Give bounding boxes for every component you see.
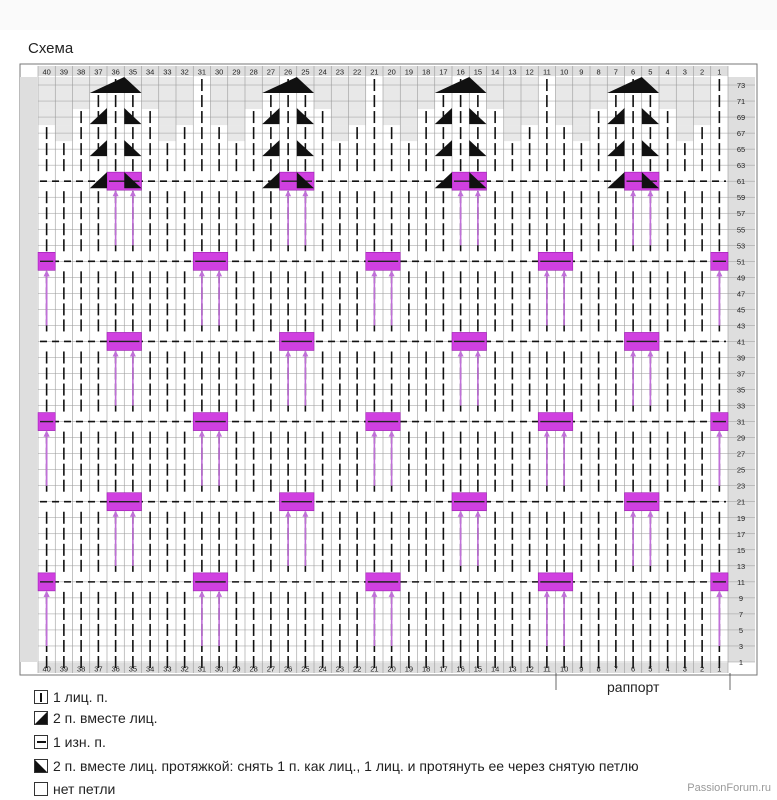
column-number-top: 30 <box>214 67 224 77</box>
row-number: 3 <box>738 641 744 651</box>
row-number: 21 <box>736 497 746 507</box>
column-number-bottom: 35 <box>128 664 138 674</box>
column-number-bottom: 8 <box>596 664 601 674</box>
column-number-bottom: 17 <box>439 664 448 674</box>
row-number: 41 <box>736 337 746 347</box>
column-number-bottom: 6 <box>631 664 636 674</box>
column-number-top: 40 <box>42 67 51 77</box>
row-number: 39 <box>736 353 746 363</box>
column-number-top: 20 <box>387 67 396 77</box>
column-number-bottom: 1 <box>717 664 722 674</box>
column-number-bottom: 26 <box>283 664 293 674</box>
column-number-bottom: 30 <box>214 664 224 674</box>
column-number-top: 25 <box>301 67 310 77</box>
column-number-top: 1 <box>717 67 722 77</box>
column-number-bottom: 31 <box>197 664 207 674</box>
column-number-top: 9 <box>579 67 584 77</box>
row-number: 55 <box>736 225 746 235</box>
column-number-top: 26 <box>283 67 293 77</box>
column-number-bottom: 2 <box>700 664 705 674</box>
row-number: 19 <box>736 513 746 523</box>
column-number-bottom: 34 <box>145 664 155 674</box>
column-number-top: 6 <box>631 67 636 77</box>
row-number: 23 <box>736 481 746 491</box>
row-number: 31 <box>736 417 746 427</box>
column-number-bottom: 9 <box>579 664 584 674</box>
ssk-icon <box>34 759 48 773</box>
column-number-bottom: 23 <box>335 664 345 674</box>
column-number-bottom: 20 <box>387 664 396 674</box>
legend-text-ssk: 2 п. вместе лиц. протяжкой: снять 1 п. как лиц., 1 лиц. и протянуть ее через снятую петлю <box>53 758 639 774</box>
column-number-top: 38 <box>76 67 86 77</box>
knit-icon <box>34 690 48 704</box>
column-number-top: 21 <box>370 67 379 77</box>
column-number-top: 4 <box>665 67 670 77</box>
column-number-top: 14 <box>490 67 500 77</box>
row-number: 27 <box>736 449 746 459</box>
column-number-bottom: 25 <box>301 664 310 674</box>
row-number: 71 <box>736 97 746 107</box>
legend-text-purl: 1 изн. п. <box>53 734 106 750</box>
row-number: 9 <box>738 593 744 603</box>
row-number: 61 <box>736 177 746 187</box>
legend-row-purl <box>34 734 106 750</box>
row-number: 37 <box>736 369 746 379</box>
column-number-top: 12 <box>525 67 534 77</box>
row-number: 67 <box>736 129 746 139</box>
row-number: 53 <box>736 241 746 251</box>
column-number-top: 24 <box>318 67 327 77</box>
column-number-bottom: 12 <box>525 664 534 674</box>
column-number-top: 10 <box>559 67 569 77</box>
column-number-top: 36 <box>111 67 120 77</box>
column-number-top: 13 <box>508 67 517 77</box>
column-number-bottom: 18 <box>421 664 431 674</box>
row-number: 63 <box>736 161 746 171</box>
rapport-label: раппорт <box>607 679 660 695</box>
column-number-top: 19 <box>404 67 414 77</box>
column-number-bottom: 22 <box>352 664 362 674</box>
watermark: PassionForum.ru <box>687 782 771 794</box>
column-number-top: 17 <box>439 67 448 77</box>
no-stitch-icon <box>34 782 48 796</box>
column-number-top: 15 <box>473 67 483 77</box>
column-number-top: 18 <box>421 67 431 77</box>
column-number-top: 23 <box>335 67 345 77</box>
column-number-bottom: 28 <box>249 664 258 674</box>
row-number: 69 <box>736 113 746 123</box>
legend-row-k2tog <box>34 710 158 726</box>
column-number-bottom: 37 <box>94 664 103 674</box>
column-number-bottom: 13 <box>508 664 517 674</box>
column-number-bottom: 14 <box>490 664 500 674</box>
column-number-top: 16 <box>456 67 465 77</box>
column-number-bottom: 33 <box>163 664 172 674</box>
row-number: 1 <box>738 658 744 667</box>
row-number: 7 <box>738 609 744 619</box>
column-number-top: 11 <box>542 67 551 77</box>
column-number-bottom: 16 <box>456 664 465 674</box>
column-number-bottom: 29 <box>232 664 241 674</box>
row-number: 5 <box>738 625 744 635</box>
row-number: 13 <box>736 561 746 571</box>
column-number-bottom: 40 <box>42 664 51 674</box>
column-number-bottom: 27 <box>266 664 276 674</box>
row-number: 29 <box>736 433 746 443</box>
column-number-bottom: 7 <box>613 664 618 674</box>
row-number: 57 <box>736 209 746 219</box>
column-number-bottom: 11 <box>542 664 551 674</box>
row-number: 49 <box>736 273 746 283</box>
column-number-top: 39 <box>59 67 69 77</box>
column-number-top: 8 <box>596 67 601 77</box>
legend-row-ssk <box>34 758 639 774</box>
row-number: 59 <box>736 193 746 203</box>
column-number-top: 37 <box>94 67 103 77</box>
legend-text-k2tog: 2 п. вместе лиц. <box>53 710 158 726</box>
chart-title: Схема <box>28 40 74 57</box>
column-number-top: 34 <box>145 67 155 77</box>
column-number-top: 2 <box>700 67 705 77</box>
column-number-top: 35 <box>128 67 138 77</box>
column-number-top: 3 <box>682 67 687 77</box>
row-number: 65 <box>736 145 746 155</box>
row-number: 45 <box>736 305 746 315</box>
legend-row-knit <box>34 689 108 705</box>
legend-row-no-stitch <box>34 781 115 797</box>
row-number: 33 <box>736 401 746 411</box>
row-number: 15 <box>736 545 746 555</box>
column-number-bottom: 5 <box>648 664 653 674</box>
column-number-bottom: 24 <box>318 664 327 674</box>
purl-icon <box>34 735 48 749</box>
column-number-bottom: 32 <box>180 664 189 674</box>
column-number-top: 32 <box>180 67 189 77</box>
row-number: 11 <box>737 577 745 587</box>
column-number-bottom: 21 <box>370 664 379 674</box>
row-number: 47 <box>736 289 746 299</box>
row-number: 51 <box>736 257 746 267</box>
column-number-top: 22 <box>352 67 362 77</box>
column-number-bottom: 38 <box>76 664 86 674</box>
legend-text-knit: 1 лиц. п. <box>53 689 108 705</box>
column-number-top: 33 <box>163 67 172 77</box>
row-number: 43 <box>736 321 746 331</box>
k2tog-icon <box>34 711 48 725</box>
column-number-top: 7 <box>613 67 618 77</box>
row-number: 25 <box>736 465 746 475</box>
column-number-bottom: 36 <box>111 664 120 674</box>
column-number-top: 28 <box>249 67 258 77</box>
column-number-bottom: 4 <box>665 664 670 674</box>
row-number: 17 <box>736 529 746 539</box>
column-number-top: 27 <box>266 67 276 77</box>
column-number-bottom: 39 <box>59 664 69 674</box>
column-number-bottom: 15 <box>473 664 483 674</box>
legend-text-no-stitch: нет петли <box>53 781 116 797</box>
column-number-top: 5 <box>648 67 653 77</box>
row-number: 35 <box>736 385 746 395</box>
column-number-bottom: 19 <box>404 664 414 674</box>
row-number: 73 <box>736 81 746 91</box>
column-number-top: 31 <box>197 67 207 77</box>
column-number-bottom: 3 <box>682 664 687 674</box>
column-number-bottom: 10 <box>559 664 569 674</box>
column-number-top: 29 <box>232 67 241 77</box>
